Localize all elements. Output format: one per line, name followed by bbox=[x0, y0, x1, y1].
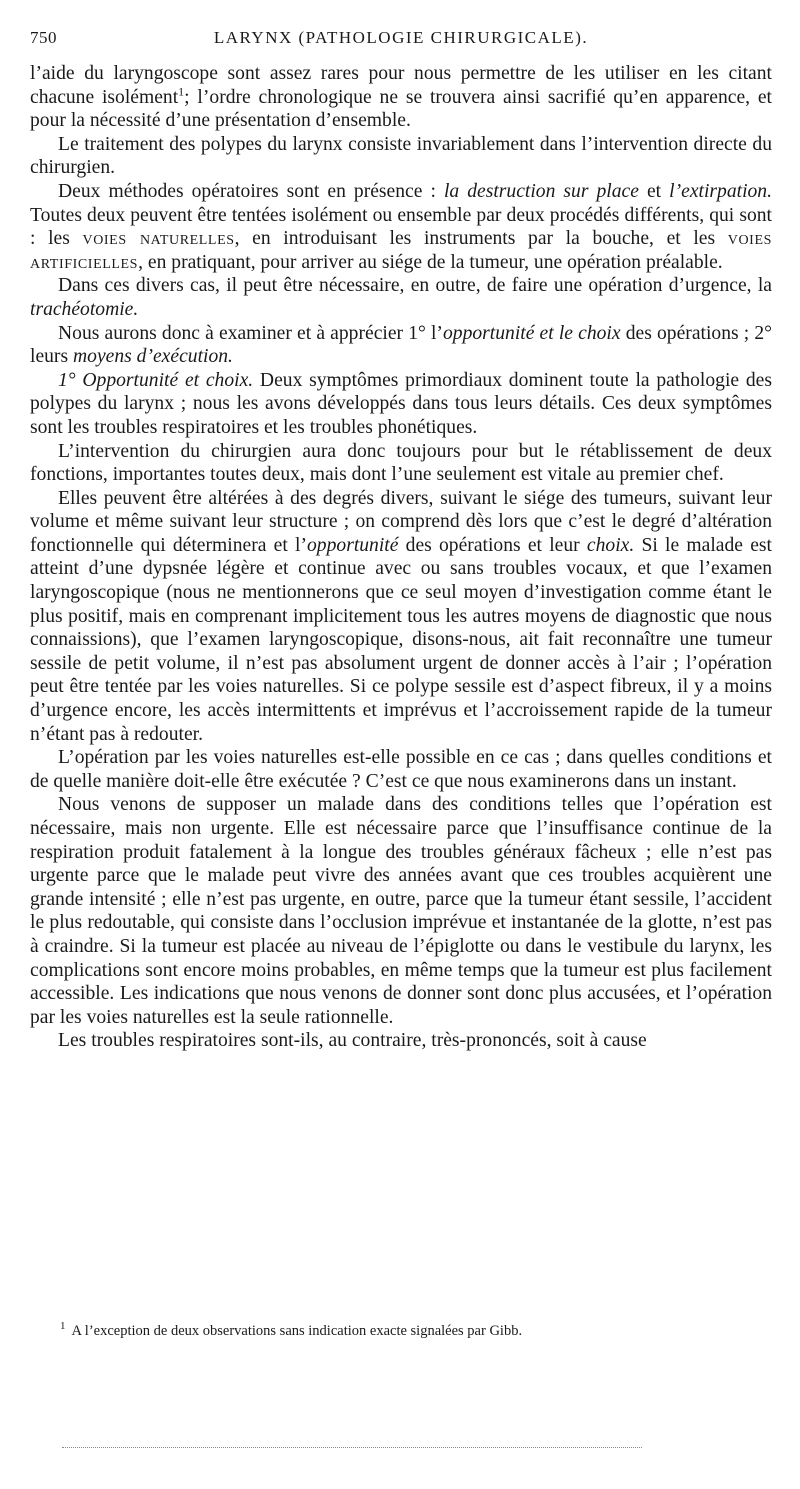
p3-italic-extirpation: l’extirpation. bbox=[669, 180, 773, 202]
p8-text-c: Si le malade est atteint d’une dypsnée légère et continue avec ou sans troubles vocaux, et que l’examen laryngoscopique (nous ne mentionnerons que ce seul moyen d’investigation comme étant le plus positif, mais en comprenant implicitement tous les autres moyens de diagnostic que nous connaissions), que l’examen laryngoscopique, disons-nous, ait fait reconnaître une tumeur sessile de petit volume, il n’est pas absolument urgent de donner accès à l’air ; l’opération peut être tentée par les voies naturelles. Si ce polype sessile est d’aspect fibreux, il y a moins d’urgence encore, les accès intermittents et imprévus et l’accroissement rapide de la tumeur n’étant pas à redouter. bbox=[30, 534, 772, 745]
book-page bbox=[30, 28, 772, 1053]
paragraph-3 bbox=[30, 180, 772, 274]
running-title: LARYNX (PATHOLOGIE CHIRURGICALE). bbox=[213, 28, 589, 47]
p3-text-e: , en pratiquant, pour arriver au siége de la tumeur, une opération préalable. bbox=[138, 251, 723, 273]
p5-text-a: Nous aurons donc à examiner et à apprécier 1° l’ bbox=[58, 322, 443, 344]
paragraph-8 bbox=[30, 487, 772, 747]
p3-text-a: Deux méthodes opératoires sont en présence : bbox=[58, 180, 444, 202]
paragraph-1-text-after: ; l’ordre chronologique ne se trouvera ainsi sacrifié qu’en apparence, et pour la nécessité d’une présentation d’ensemble. bbox=[30, 86, 772, 132]
p5-italic-opportunite: opportunité et le choix bbox=[442, 322, 621, 344]
paragraph-2: Le traitement des polypes du larynx consiste invariablement dans l’intervention directe du chirurgien. bbox=[30, 133, 772, 179]
footnote-text: A l’exception de deux observations sans indication exacte signalées par Gibb. bbox=[71, 1323, 523, 1339]
p3-italic-destruction: la destruction sur place bbox=[443, 180, 639, 202]
running-head bbox=[30, 28, 772, 54]
paragraph-10: Nous venons de supposer un malade dans des conditions telles que l’opération est nécessaire, mais non urgente. Elle est nécessaire parce que l’insuffisance continue de la respiration produit fatalement à la longue des troubles généraux fâcheux ; elle n’est pas urgente parce que le malade peut vivre des années avant que ces troubles acquièrent une grande intensité ; elle n’est pas urgente, en outre, parce que la tumeur étant sessile, l’accident le plus redoutable, qui consiste dans l’occlusion imprévue et instantanée de la glotte, n’est pas à craindre. Si la tumeur est placée au niveau de l’épiglotte ou dans le vestibule du larynx, les complications sont encore moins probables, en même temps que la tumeur est plus facilement accessible. Les indications que nous venons de donner sont donc plus accusées, et l’opération par les voies naturelles est la seule rationnelle. bbox=[30, 794, 772, 1028]
p8-italic-opportunite: opportunité bbox=[307, 534, 399, 556]
p4-text-a: Dans ces divers cas, il peut être nécessaire, en outre, de faire une opération d’urgence, la bbox=[58, 275, 772, 297]
p3-smallcaps-voies-artificielles: voies artificielles bbox=[30, 228, 772, 273]
p8-italic-choix: choix. bbox=[586, 534, 635, 556]
p5-italic-moyens: moyens d’exécution. bbox=[73, 346, 233, 368]
p6-text: Deux symptômes primordiaux dominent toute la pathologie des polypes du larynx ; nous les avons développés dans tous leurs détails. Ces deux symptômes sont les troubles respiratoires et les troubles phonétiques. bbox=[30, 369, 772, 438]
p8-text-b: des opérations et leur bbox=[398, 534, 587, 556]
footnote bbox=[60, 1322, 760, 1341]
p4-italic-tracheotomie: trachéotomie. bbox=[30, 298, 139, 320]
p3-text-b: et bbox=[638, 180, 670, 202]
footnote-mark: 1 bbox=[60, 1320, 66, 1333]
p3-text-d: , en introduisant les instruments par la bouche, et les bbox=[234, 228, 728, 250]
p3-text-c: Toutes deux peuvent être tentées isolément ou ensemble par deux procédés différents, qui sont : les bbox=[30, 204, 772, 250]
footnote-reference: 1 bbox=[178, 84, 185, 99]
footer-dotted-rule bbox=[62, 1447, 642, 1448]
p5-text-b: des opérations ; 2° leurs bbox=[30, 322, 772, 368]
paragraph-5 bbox=[30, 322, 772, 369]
paragraph-4 bbox=[30, 274, 772, 321]
body-text bbox=[30, 62, 772, 1053]
paragraph-1-text: l’aide du laryngoscope sont assez rares pour nous permettre de les utiliser en les citant chacune isolément bbox=[30, 63, 772, 108]
page-number: 750 bbox=[30, 28, 57, 47]
paragraph-6 bbox=[30, 369, 772, 440]
paragraph-11: Les troubles respiratoires sont-ils, au contraire, très-prononcés, soit à cause bbox=[58, 1030, 647, 1052]
paragraph-7: L’intervention du chirurgien aura donc toujours pour but le rétablissement de deux fonctions, importantes toutes deux, mais dont l’une seulement est vitale au premier chef. bbox=[30, 440, 772, 486]
p8-text-a: Elles peuvent être altérées à des degrés divers, suivant le siége des tumeurs, suivant leur volume et même suivant leur structure ; on comprend dès lors que c’est le degré d’altération fonctionnelle qui déterminera et l’ bbox=[30, 487, 772, 556]
p3-smallcaps-voies-naturelles: voies naturelles bbox=[82, 228, 235, 250]
paragraph-1 bbox=[30, 62, 772, 133]
section-heading-opportunite: 1° Opportunité et choix. bbox=[58, 369, 254, 391]
paragraph-9: L’opération par les voies naturelles est-elle possible en ce cas ; dans quelles conditions et de quelle manière doit-elle être exécutée ? C’est ce que nous examinerons dans un instant. bbox=[30, 747, 772, 792]
